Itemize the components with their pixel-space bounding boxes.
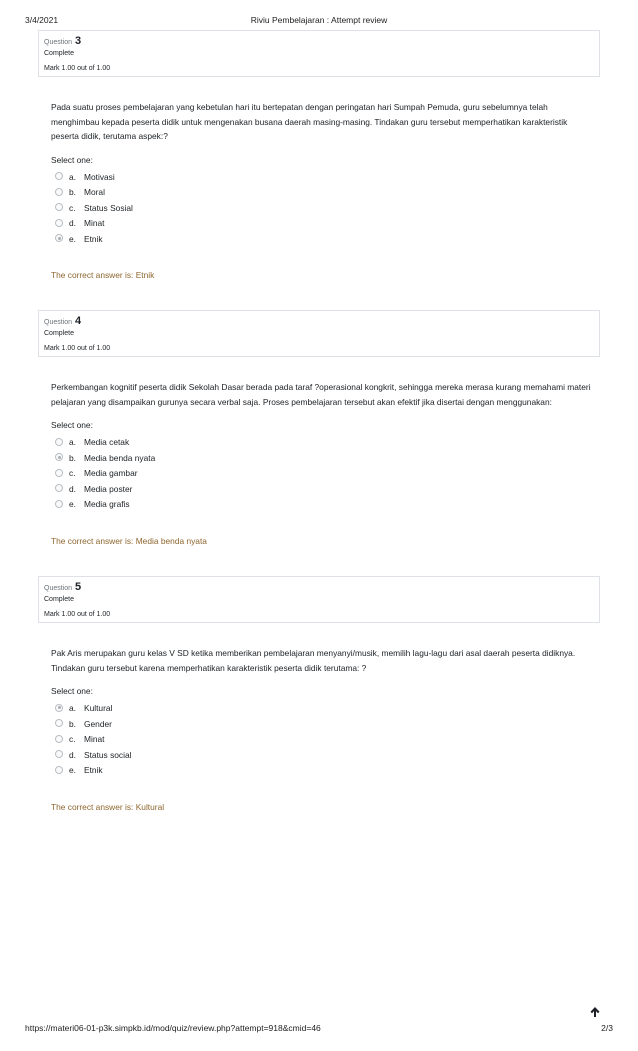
print-url: https://materi06-01-p3k.simpkb.id/mod/quiz/review.php?attempt=918&cmid=46: [25, 1023, 321, 1033]
radio-button[interactable]: [55, 750, 63, 758]
answer-text: Media poster: [84, 483, 133, 494]
question-number: [44, 315, 594, 328]
answer-letter: d.: [69, 483, 76, 494]
radio-button[interactable]: [55, 469, 63, 477]
answer-letter: d.: [69, 749, 76, 760]
answer-option[interactable]: [55, 466, 600, 482]
question-grade: Mark 1.00 out of 1.00: [44, 611, 111, 618]
question-state: Complete: [44, 330, 74, 337]
answer-prompt: Select one:: [51, 420, 93, 430]
question-text: Perkembangan kognitif peserta didik Sekolah Dasar berada pada taraf ?operasional kongkrit, sehingga mereka merasa kurang memahami materi pelajaran yang disampaikan gurunya secara verbal saja. Proses pembelajaran tersebut akan efektif jika disertai dengan menggunakan:: [51, 382, 591, 407]
question-number-value: 5: [74, 581, 82, 593]
answer-letter: c.: [69, 734, 76, 744]
answer-option[interactable]: [55, 435, 600, 451]
radio-button[interactable]: [55, 735, 63, 743]
answer-prompt: Select one:: [51, 154, 93, 165]
answer-list: [38, 701, 600, 779]
correct-answer-feedback: The correct answer is: Kultural: [51, 801, 165, 812]
question-grade: Mark 1.00 out of 1.00: [44, 345, 111, 352]
answer-option[interactable]: [55, 170, 600, 186]
radio-button[interactable]: [55, 219, 63, 227]
answer-text: Media cetak: [84, 437, 130, 447]
question-label: Question: [44, 585, 73, 592]
answer-text: Motivasi: [84, 171, 115, 182]
answer-text: Minat: [84, 734, 105, 744]
print-header: [25, 15, 613, 27]
question-label: Question: [44, 319, 73, 326]
print-title: Riviu Pembelajaran : Attempt review: [250, 15, 388, 25]
answer-letter: e.: [69, 233, 76, 244]
question-grade: Mark 1.00 out of 1.00: [44, 65, 111, 72]
answer-option[interactable]: [55, 732, 600, 748]
question-4: [38, 310, 600, 546]
answer-text: Status Sosial: [84, 202, 133, 213]
answer-list: [38, 170, 600, 248]
print-footer: [25, 1023, 613, 1035]
arrow-up-icon-svg: [588, 1005, 602, 1019]
answer-option[interactable]: [55, 451, 600, 467]
correct-answer-feedback: The correct answer is: Media benda nyata: [51, 535, 207, 546]
answer-text: Media benda nyata: [84, 452, 156, 463]
answer-text: Etnik: [84, 233, 103, 244]
arrow-up-icon[interactable]: [588, 1005, 602, 1019]
question-info: [38, 576, 600, 623]
answer-letter: b.: [69, 718, 76, 729]
radio-button[interactable]: [55, 500, 63, 508]
answer-letter: a.: [69, 171, 76, 182]
answer-letter: b.: [69, 187, 76, 197]
answer-option[interactable]: [55, 748, 600, 764]
question-state: Complete: [44, 596, 74, 603]
question-info: [38, 30, 600, 77]
answer-letter: b.: [69, 452, 76, 463]
question-3: [38, 30, 600, 280]
answer-option[interactable]: [55, 232, 600, 248]
question-label: Question: [44, 39, 73, 46]
correct-answer-feedback: The correct answer is: Etnik: [51, 270, 155, 280]
radio-button[interactable]: [55, 766, 63, 774]
radio-button-selected[interactable]: [55, 453, 63, 461]
question-number-value: 3: [74, 35, 82, 47]
question-number: [44, 581, 594, 594]
answer-letter: a.: [69, 437, 76, 447]
answer-text: Etnik: [84, 765, 103, 775]
answer-text: Media gambar: [84, 468, 138, 478]
radio-button-selected[interactable]: [55, 704, 63, 712]
page-number: 2/3: [601, 1023, 613, 1033]
answer-text: Kultural: [84, 703, 113, 713]
answer-option[interactable]: [55, 701, 600, 717]
answer-text: Gender: [84, 718, 112, 729]
question-number: [44, 35, 594, 48]
radio-button[interactable]: [55, 438, 63, 446]
answer-option[interactable]: [55, 717, 600, 733]
answer-text: Media grafis: [84, 499, 130, 509]
answer-text: Status social: [84, 749, 132, 760]
radio-button[interactable]: [55, 172, 63, 180]
answer-letter: c.: [69, 468, 76, 478]
answer-option[interactable]: [55, 201, 600, 217]
answer-option[interactable]: [55, 497, 600, 513]
answer-letter: e.: [69, 499, 76, 509]
print-date: 3/4/2021: [25, 15, 59, 25]
radio-button[interactable]: [55, 203, 63, 211]
question-5: [38, 576, 600, 812]
answer-option[interactable]: [55, 216, 600, 232]
answer-text: Moral: [84, 187, 105, 197]
answer-option[interactable]: [55, 482, 600, 498]
question-text: Pada suatu proses pembelajaran yang kebetulan hari itu bertepatan dengan peringatan hari Sumpah Pemuda, guru sebelumnya telah menghimbau kepada peserta didik untuk mengenakan busana daerah masing-masing. Tindakan guru tersebut memperhatikan karakteristik peserta didik, terutama aspek:?: [51, 102, 568, 141]
question-state: Complete: [44, 50, 74, 57]
answer-letter: c.: [69, 202, 76, 213]
answer-option[interactable]: [55, 763, 600, 779]
answer-list: [38, 435, 600, 513]
answer-prompt: Select one:: [51, 686, 93, 696]
question-info: [38, 310, 600, 357]
answer-letter: e.: [69, 765, 76, 775]
radio-button[interactable]: [55, 719, 63, 727]
question-number-value: 4: [74, 315, 82, 327]
radio-button[interactable]: [55, 188, 63, 196]
radio-button-selected[interactable]: [55, 234, 63, 242]
answer-option[interactable]: [55, 185, 600, 201]
answer-letter: a.: [69, 703, 76, 713]
radio-button[interactable]: [55, 484, 63, 492]
answer-letter: d.: [69, 218, 76, 228]
question-text: Pak Aris merupakan guru kelas V SD ketika memberikan pembelajaran menyanyi/musik, memilih lagu-lagu dari asal daerah peserta didiknya. Tindakan guru tersebut karena memperhatikan karakteristik peserta didik terutama: ?: [51, 648, 576, 673]
answer-text: Minat: [84, 218, 105, 228]
